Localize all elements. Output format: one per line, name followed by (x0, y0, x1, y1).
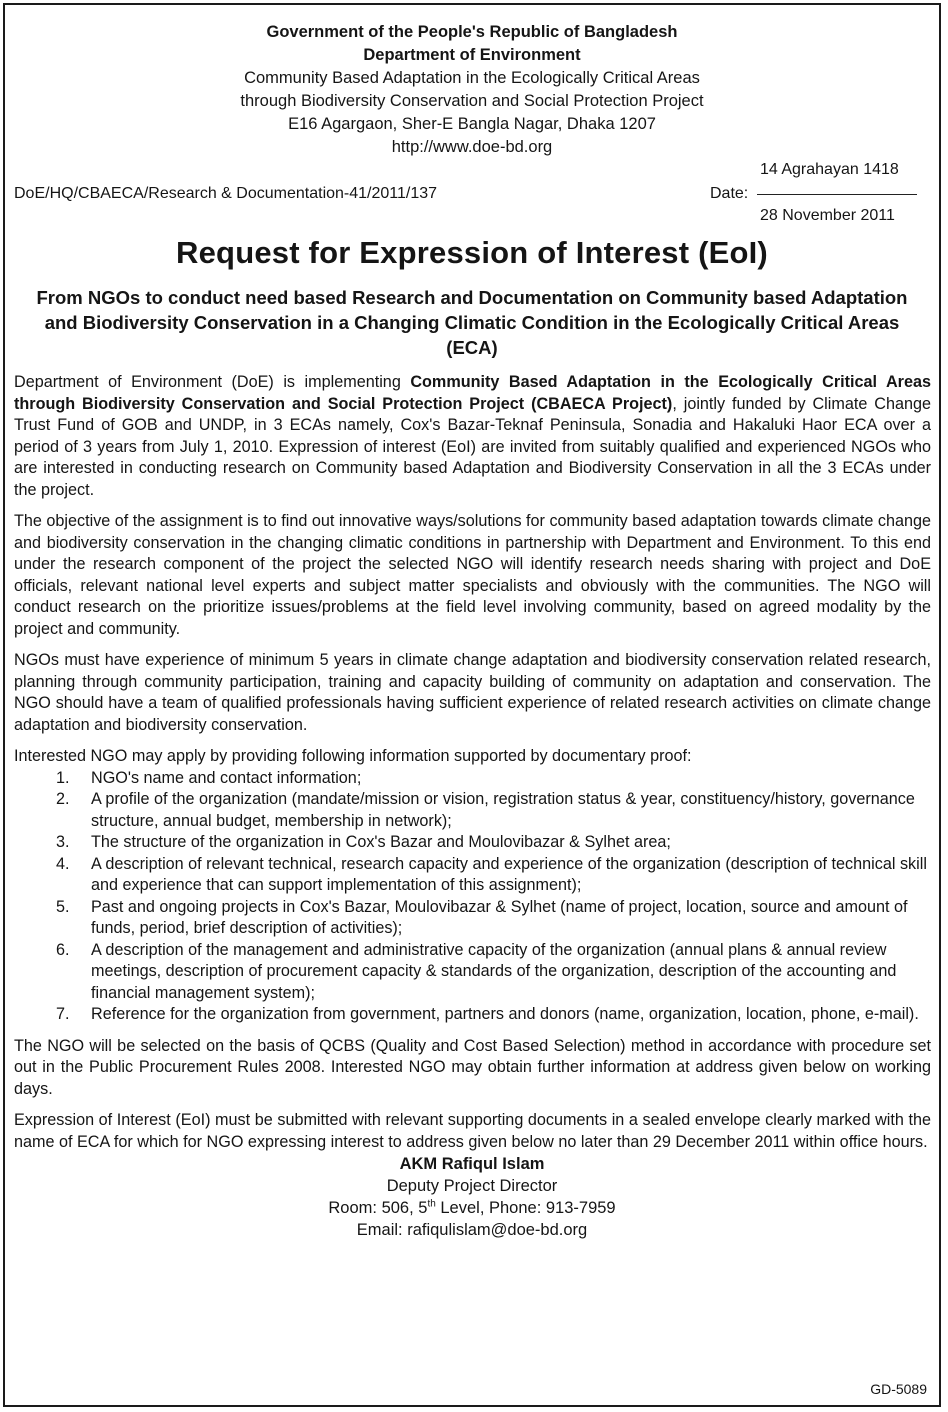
signature-block (5, 1153, 939, 1241)
list-number: 6. (56, 940, 70, 959)
list-item (14, 897, 931, 940)
reference-number: DoE/HQ/CBAECA/Research & Documentation-41/2011/137 (14, 185, 438, 202)
notice-subtitle: From NGOs to conduct need based Research and Documentation on Community based Adaptation and Biodiversity Conservation in a Changing Climatic Condition in the Ecologically Critical Areas (ECA) (36, 287, 908, 358)
list-item (14, 768, 931, 790)
notice-frame (3, 3, 941, 1407)
letterhead (5, 5, 939, 159)
list-item (14, 789, 931, 832)
phone-text: Level, Phone: 913-7959 (435, 1199, 616, 1217)
list-text: A description of the management and administrative capacity of the organization (annual plans & annual review meetings, description of procurement capacity & standards of the organization, description of the accounting and financial management system); (91, 940, 897, 1002)
date-label: Date: (710, 185, 749, 202)
paragraph-objective: The objective of the assignment is to find out innovative ways/solutions for community based adaptation towards climate change and biodiversity conservation in the changing climatic conditions in partnership with Department and Environment. To this end under the research component of the project the selected NGO will identify research needs sharing with project and DoE officials, relevant national level experts and subject matter specialists and obviously with the communities. The NGO will conduct research on the prioritize issues/problems at the field level involving community, based on agreed modality by the project and community. (14, 512, 931, 638)
paragraph-intro-part2: , jointly funded by Climate Change Trust Fund of GOB and UNDP, in 3 ECAs namely, Cox's Bazar-Teknaf Peninsula, Sonadia and Hakaluki Haor ECA over a period of 3 years from July 1, 2010. Expression of interest (EoI) are invited from suitably qualified and experienced NGOs who are interested in conducting research on Community based Adaptation and Biodiversity Conservation in all the 3 ECAs under the project. (14, 394, 931, 499)
project-name-line1: Community Based Adaptation in the Ecologically Critical Areas (244, 69, 700, 87)
list-number: 1. (56, 768, 70, 787)
website: http://www.doe-bd.org (391, 138, 553, 156)
signatory-designation: Deputy Project Director (386, 1177, 558, 1195)
list-text: A description of relevant technical, research capacity and experience of the organization (description of technical skill and experience that can support implementation of this assignment); (91, 854, 927, 894)
notice-body (5, 372, 939, 1153)
list-text: Reference for the organization from government, partners and donors (name, organization, location, phone, e-mail). (91, 1005, 919, 1023)
list-number: 4. (56, 854, 70, 873)
date-divider (757, 194, 917, 195)
list-number: 5. (56, 897, 70, 916)
notice-code: GD-5089 (870, 1381, 927, 1397)
list-number: 3. (56, 833, 70, 851)
paragraph-selection: The NGO will be selected on the basis of QCBS (Quality and Cost Based Selection) method in accordance with procedure set out in the Public Procurement Rules 2008. Interested NGO may obtain further information at address given below on working days. (14, 1036, 931, 1098)
list-text: The structure of the organization in Cox's Bazar and Moulovibazar & Sylhet area; (91, 833, 671, 851)
notice-title: Request for Expression of Interest (EoI) (176, 235, 768, 270)
reference-row (5, 159, 939, 225)
project-name-line2: through Biodiversity Conservation and Social Protection Project (240, 92, 704, 110)
date-english: 28 November 2011 (760, 207, 895, 224)
project-full-name: Community Based Adaptation in the Ecologically Critical Areas through Biodiversity Conservation and Social Protection Project (CBAECA Project) (14, 373, 931, 413)
list-number: 7. (56, 1005, 70, 1023)
paragraph-submission: Expression of Interest (EoI) must be submitted with relevant supporting documents in a sealed envelope clearly marked with the name of ECA for which for NGO expressing interest to address given below no later than 29 December 2011 within office hours. (14, 1111, 931, 1151)
requirements-list (14, 768, 931, 1026)
paragraph-intro (14, 372, 931, 501)
date-bangla: 14 Agrahayan 1418 (760, 161, 899, 178)
list-intro: Interested NGO may apply by providing following information supported by documentary proof: (14, 747, 692, 765)
list-text: Past and ongoing projects in Cox's Bazar, Moulovibazar & Sylhet (name of project, location, source and amount of funds, period, brief description of activities); (91, 897, 908, 937)
address: E16 Agargaon, Sher-E Bangla Nagar, Dhaka 1207 (288, 115, 656, 133)
room-superscript: th (427, 1198, 436, 1210)
list-item (14, 940, 931, 1005)
signatory-name: AKM Rafiqul Islam (399, 1155, 545, 1173)
signatory-email: Email: rafiqulislam@doe-bd.org (356, 1221, 588, 1239)
list-item (14, 854, 931, 897)
list-text: A profile of the organization (mandate/mission or vision, registration status & year, constituency/history, governance structure, annual budget, membership in network); (91, 790, 915, 830)
room-text: Room: 506, 5 (328, 1199, 428, 1217)
list-text: NGO's name and contact information; (91, 768, 362, 787)
paragraph-eligibility: NGOs must have experience of minimum 5 years in climate change adaptation and biodiversity conservation related research, planning through community participation, training and capacity building of community on adaptation and conservation. The NGO should have a team of qualified professionals having sufficient experience of related research activities on climate change adaptation and biodiversity conservation. (14, 651, 931, 734)
list-item (14, 832, 931, 854)
department-name: Department of Environment (363, 46, 581, 64)
signatory-room (5, 1197, 939, 1219)
govt-name: Government of the People's Republic of Bangladesh (266, 23, 678, 41)
list-item (14, 1004, 931, 1026)
list-number: 2. (56, 790, 70, 808)
paragraph-intro-part1: Department of Environment (DoE) is implementing (14, 373, 411, 391)
